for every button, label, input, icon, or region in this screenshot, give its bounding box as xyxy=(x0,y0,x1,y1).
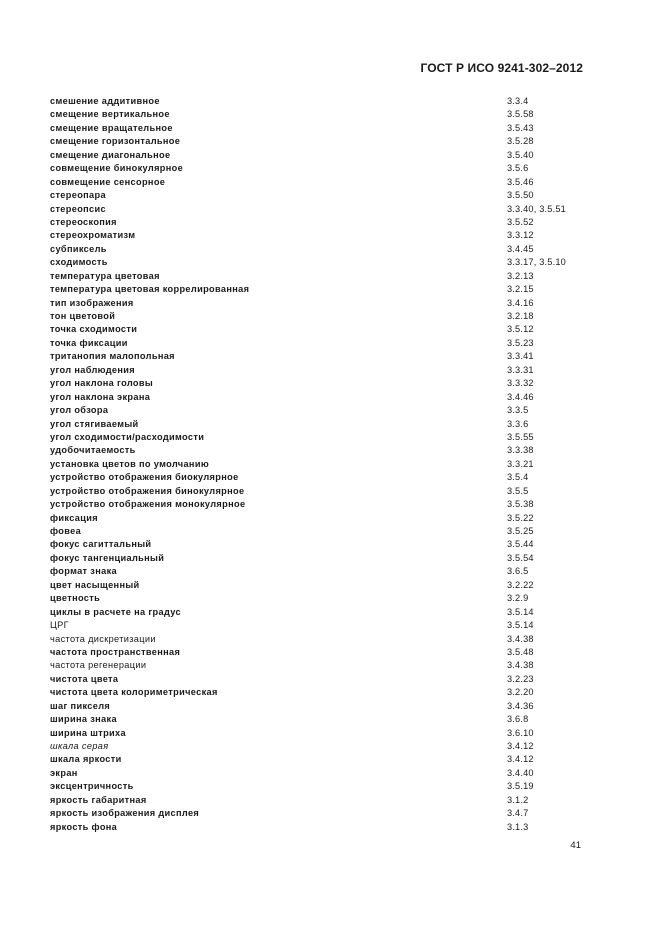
index-term: угол обзора xyxy=(50,405,109,416)
index-reference: 3.4.46 xyxy=(507,391,534,402)
index-term: совмещение сенсорное xyxy=(50,176,166,187)
index-entry xyxy=(50,471,590,484)
index-reference: 3.4.40 xyxy=(507,767,534,778)
index-term: эксцентричность xyxy=(50,781,134,792)
index-entry xyxy=(50,659,590,672)
index-reference: 3.5.22 xyxy=(507,512,534,523)
index-entry xyxy=(50,283,590,296)
index-entry xyxy=(50,431,590,444)
index-reference: 3.3.38 xyxy=(507,445,534,456)
index-term: цветность xyxy=(50,593,101,604)
index-term: шкала яркости xyxy=(50,754,122,765)
index-list xyxy=(50,95,590,834)
index-term: ширина знака xyxy=(50,714,117,725)
index-reference: 3.5.55 xyxy=(507,431,534,442)
index-term: субпиксель xyxy=(50,243,107,254)
index-entry xyxy=(50,767,590,780)
index-term: установка цветов по умолчанию xyxy=(50,458,210,469)
index-reference: 3.6.10 xyxy=(507,727,534,738)
index-reference: 3.5.14 xyxy=(507,620,534,631)
index-reference: 3.5.23 xyxy=(507,337,534,348)
index-entry xyxy=(50,297,590,310)
index-term: фокус сагиттальный xyxy=(50,539,152,550)
index-reference: 3.3.41 xyxy=(507,351,534,362)
index-reference: 3.5.50 xyxy=(507,190,534,201)
index-entry xyxy=(50,337,590,350)
index-term: стереопара xyxy=(50,190,106,201)
index-term: яркость габаритная xyxy=(50,794,147,805)
index-reference: 3.2.20 xyxy=(507,687,534,698)
index-entry xyxy=(50,753,590,766)
index-term: циклы в расчете на градус xyxy=(50,606,181,617)
index-term: угол наблюдения xyxy=(50,364,136,375)
index-entry xyxy=(50,189,590,202)
index-entry xyxy=(50,646,590,659)
index-reference: 3.4.7 xyxy=(507,808,529,819)
index-term: шаг пикселя xyxy=(50,700,111,711)
index-entry xyxy=(50,203,590,216)
index-term: яркость фона xyxy=(50,821,118,832)
index-entry xyxy=(50,633,590,646)
index-term: ЦРГ xyxy=(50,620,69,631)
index-entry xyxy=(50,606,590,619)
index-entry xyxy=(50,323,590,336)
index-term: угол стягиваемый xyxy=(50,418,139,429)
index-entry xyxy=(50,350,590,363)
index-reference: 3.5.19 xyxy=(507,781,534,792)
index-entry xyxy=(50,364,590,377)
index-term: частота пространственная xyxy=(50,646,181,657)
index-reference: 3.2.13 xyxy=(507,270,534,281)
index-entry xyxy=(50,391,590,404)
index-reference: 3.5.40 xyxy=(507,149,534,160)
index-term: яркость изображения дисплея xyxy=(50,808,200,819)
index-entry xyxy=(50,404,590,417)
index-reference: 3.5.12 xyxy=(507,324,534,335)
index-term: шкала серая xyxy=(50,741,109,751)
index-term: угол наклона головы xyxy=(50,378,154,389)
index-term: устройство отображения монокулярное xyxy=(50,499,246,510)
index-term: температура цветовая xyxy=(50,270,160,281)
index-entry xyxy=(50,552,590,565)
index-term: смещение вращательное xyxy=(50,122,173,133)
index-reference: 3.3.6 xyxy=(507,418,529,429)
index-term: сходимость xyxy=(50,257,108,268)
index-entry xyxy=(50,176,590,189)
index-term: смещение горизонтальное xyxy=(50,136,181,147)
index-reference: 3.2.15 xyxy=(507,284,534,295)
index-term: смещение диагональное xyxy=(50,149,171,160)
index-reference: 3.2.9 xyxy=(507,593,529,604)
index-entry xyxy=(50,821,590,834)
index-reference: 3.2.22 xyxy=(507,579,534,590)
index-term: частота дискретизации xyxy=(50,633,156,644)
index-term: точка фиксации xyxy=(50,337,128,348)
index-reference: 3.3.32 xyxy=(507,378,534,389)
index-term: тританопия малопольная xyxy=(50,351,175,362)
index-entry xyxy=(50,565,590,578)
index-reference: 3.5.25 xyxy=(507,526,534,536)
index-term: совмещение бинокулярное xyxy=(50,163,184,174)
index-entry xyxy=(50,418,590,431)
index-reference: 3.4.36 xyxy=(507,700,534,711)
index-entry xyxy=(50,135,590,148)
index-reference: 3.6.5 xyxy=(507,566,529,577)
index-entry xyxy=(50,310,590,323)
index-reference: 3.3.5 xyxy=(507,405,529,416)
index-reference: 3.1.3 xyxy=(507,821,529,832)
index-term: тип изображения xyxy=(50,297,134,308)
index-reference: 3.5.28 xyxy=(507,136,534,147)
index-entry xyxy=(50,780,590,793)
index-entry xyxy=(50,216,590,229)
index-entry xyxy=(50,619,590,632)
index-term: фокус тангенциальный xyxy=(50,552,165,563)
index-reference: 3.5.38 xyxy=(507,499,534,510)
index-reference: 3.3.31 xyxy=(507,364,534,375)
index-entry xyxy=(50,270,590,283)
index-term: чистота цвета xyxy=(50,673,119,684)
index-entry xyxy=(50,807,590,820)
index-term: чистота цвета колориметрическая xyxy=(50,687,218,698)
index-entry xyxy=(50,458,590,471)
index-reference: 3.5.46 xyxy=(507,176,534,187)
index-term: фовеа xyxy=(50,526,82,536)
index-term: удобочитаемость xyxy=(50,445,136,456)
index-term: частота регенерации xyxy=(50,660,147,671)
index-entry xyxy=(50,485,590,498)
index-term: ширина штриха xyxy=(50,727,126,738)
index-reference: 3.4.12 xyxy=(507,741,534,751)
index-term: устройство отображения бинокулярное xyxy=(50,485,245,496)
document-header: ГОСТ Р ИСО 9241-302–2012 xyxy=(420,61,583,75)
index-entry xyxy=(50,256,590,269)
index-reference: 3.4.16 xyxy=(507,297,534,308)
index-entry xyxy=(50,579,590,592)
index-term: формат знака xyxy=(50,566,117,577)
index-reference: 3.5.54 xyxy=(507,552,534,563)
index-entry xyxy=(50,538,590,551)
page-number: 41 xyxy=(570,840,581,851)
index-entry xyxy=(50,592,590,605)
index-entry xyxy=(50,377,590,390)
index-entry xyxy=(50,700,590,713)
index-term: угол наклона экрана xyxy=(50,391,151,402)
index-entry xyxy=(50,149,590,162)
index-entry xyxy=(50,162,590,175)
index-reference: 3.5.6 xyxy=(507,163,529,174)
index-reference: 3.3.40, 3.5.51 xyxy=(507,203,566,214)
index-reference: 3.5.44 xyxy=(507,539,534,550)
index-reference: 3.2.18 xyxy=(507,311,534,321)
index-entry xyxy=(50,122,590,135)
index-reference: 3.4.12 xyxy=(507,754,534,765)
index-entry xyxy=(50,444,590,457)
index-entry xyxy=(50,727,590,740)
index-term: смешение аддитивное xyxy=(50,96,160,106)
index-term: смещение вертикальное xyxy=(50,109,170,120)
index-term: стереопсис xyxy=(50,203,106,214)
index-entry xyxy=(50,525,590,538)
index-reference: 3.5.58 xyxy=(507,109,534,120)
index-entry xyxy=(50,95,590,108)
index-term: стереоскопия xyxy=(50,216,117,227)
index-reference: 3.5.43 xyxy=(507,122,534,133)
index-reference: 3.5.14 xyxy=(507,606,534,617)
index-entry xyxy=(50,229,590,242)
index-reference: 3.5.48 xyxy=(507,646,534,657)
index-reference: 3.3.17, 3.5.10 xyxy=(507,257,566,268)
index-entry xyxy=(50,108,590,121)
index-term: стереохроматизм xyxy=(50,230,136,241)
index-reference: 3.2.23 xyxy=(507,673,534,684)
index-term: фиксация xyxy=(50,512,98,523)
index-reference: 3.4.45 xyxy=(507,243,534,254)
index-term: устройство отображения биокулярное xyxy=(50,472,239,483)
index-entry xyxy=(50,512,590,525)
index-entry xyxy=(50,794,590,807)
index-entry xyxy=(50,686,590,699)
index-reference: 3.5.5 xyxy=(507,485,529,496)
index-entry xyxy=(50,740,590,753)
index-reference: 3.5.4 xyxy=(507,472,529,483)
index-reference: 3.5.52 xyxy=(507,216,534,227)
index-entry xyxy=(50,498,590,511)
index-entry xyxy=(50,713,590,726)
index-term: точка сходимости xyxy=(50,324,138,335)
index-term: тон цветовой xyxy=(50,311,116,321)
index-reference: 3.3.12 xyxy=(507,230,534,241)
index-reference: 3.6.8 xyxy=(507,714,529,725)
index-entry xyxy=(50,243,590,256)
index-term: температура цветовая коррелированная xyxy=(50,284,250,295)
index-reference: 3.1.2 xyxy=(507,794,529,805)
index-term: цвет насыщенный xyxy=(50,579,140,590)
index-reference: 3.4.38 xyxy=(507,633,534,644)
index-term: угол сходимости/расходимости xyxy=(50,431,205,442)
index-reference: 3.4.38 xyxy=(507,660,534,671)
index-term: экран xyxy=(50,767,78,778)
index-reference: 3.3.21 xyxy=(507,458,534,469)
index-entry xyxy=(50,673,590,686)
index-reference: 3.3.4 xyxy=(507,96,529,106)
